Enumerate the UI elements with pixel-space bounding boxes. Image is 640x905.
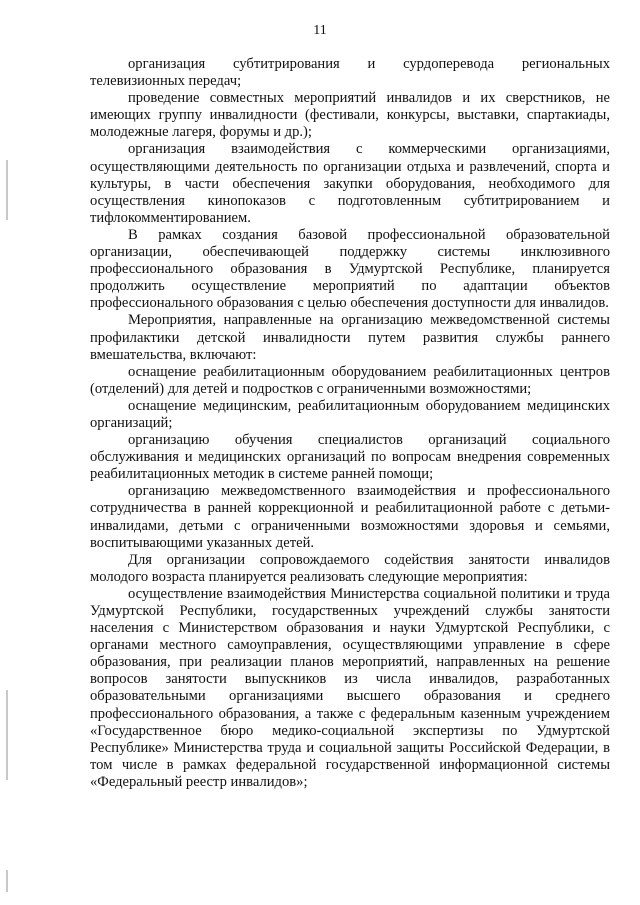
paragraph: В рамках создания базовой профессиональной образовательной организации, обеспечивающей поддержку системы инклюзивного профессионального образования в Удмуртской Республике, планируется продолжить осуществление мероприятий по адаптации объектов профессионального образования с целью обеспечения доступности для инвалидов. [90,226,610,312]
paragraph: организацию межведомственного взаимодействия и профессионального сотрудничества в ранней коррекционной и реабилитационной работе с детьми-инвалидами, детьми с ограниченными возможностями здоровья и семьями, воспитывающими указанных детей. [90,483,610,551]
paragraph: организация взаимодействия с коммерческими организациями, осуществляющими деятельность по организации отдыха и развлечений, спорта и культуры, в части обеспечения закупки оборудования, необходимого для осуществления кинопоказов с подготовленным субтитрированием и тифлокомментированием. [90,141,610,226]
paragraph: осуществление взаимодействия Министерства социальной политики и труда Удмуртской Республики, государственных учреждений службы занятости населения с Министерством образования и науки Удмуртской Республики, с органами местного самоуправления, осуществляющими управление в сфере образования, при реализации планов мероприятий, направленных на решение вопросов занятости выпускников из числа инвалидов, разработанных образовательными организациями высшего образования и среднего профессионального образования, а также с федеральным казенным учреждением «Государственное бюро медико-социальной экспертизы по Удмуртской Республике» Министерства труда и социальной защиты Российской Федерации, в том числе в рамках федеральной государственной информационной системы «Федеральный реестр инвалидов»; [90,585,610,790]
page-number: 11 [313,23,327,38]
paragraph: оснащение реабилитационным оборудованием реабилитационных центров (отделений) для детей и подростков с ограниченными возможностями; [90,363,610,397]
scan-edge-mark [6,690,8,780]
paragraph: Мероприятия, направленные на организацию межведомственной системы профилактики детской инвалидности путем развития службы раннего вмешательства, включают: [90,312,610,363]
paragraph: проведение совместных мероприятий инвалидов и их сверстников, не имеющих группу инвалидности (фестивали, конкурсы, выставки, спартакиады, молодежные лагеря, форумы и др.); [90,90,610,141]
scan-edge-mark [6,160,8,220]
scan-edge-mark [6,870,8,892]
paragraph: организация субтитрирования и сурдоперевода региональных телевизионных передач; [90,56,610,90]
paragraph: Для организации сопровождаемого содействия занятости инвалидов молодого возраста планируется реализовать следующие мероприятия: [90,551,610,585]
paragraph: организацию обучения специалистов организаций социального обслуживания и медицинских организаций по вопросам внедрения современных реабилитационных методик в системе ранней помощи; [90,432,610,483]
document-body [90,56,610,791]
paragraph: оснащение медицинским, реабилитационным оборудованием медицинских организаций; [90,397,610,431]
